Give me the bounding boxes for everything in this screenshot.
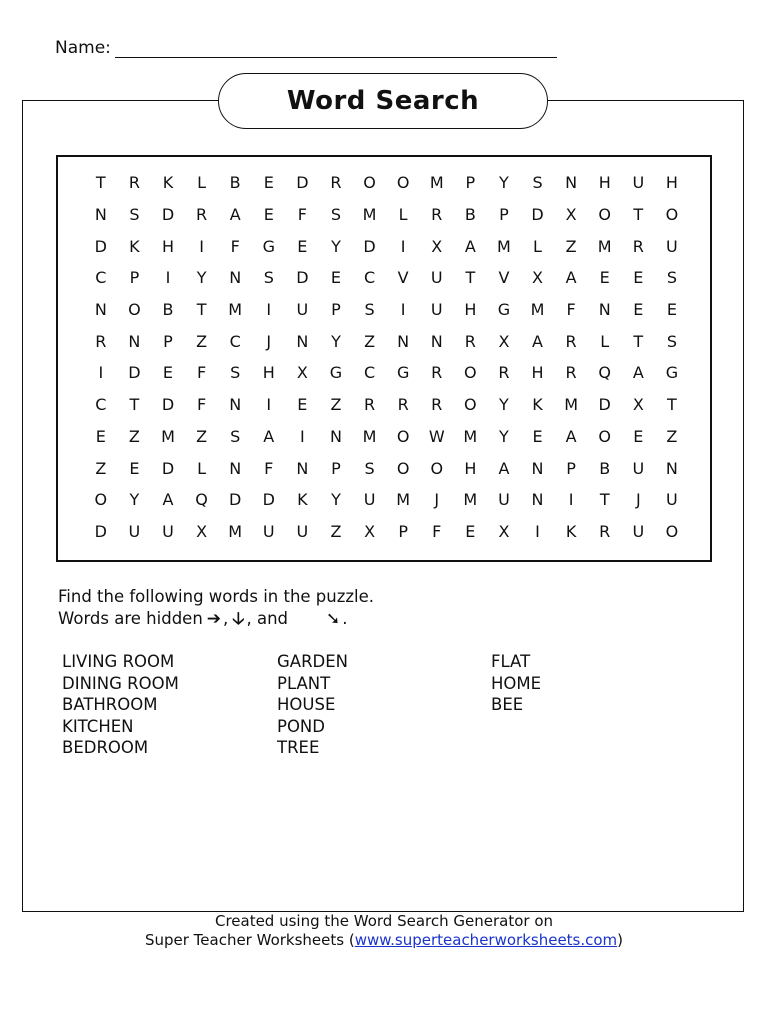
name-label: Name: (55, 38, 111, 58)
grid-letter: R (431, 205, 443, 225)
word-list-item: KITCHEN (62, 716, 134, 736)
word-list-item: TREE (277, 738, 320, 757)
grid-letter: E (666, 300, 677, 320)
grid-letter: S (230, 363, 241, 383)
grid-letter: V (397, 268, 409, 288)
grid-letter: E (633, 268, 644, 288)
grid-letter: P (566, 458, 576, 478)
grid-letter: R (565, 363, 577, 383)
grid-letter: H (464, 300, 477, 320)
grid-letter: M (228, 521, 243, 541)
grid-letter: M (161, 426, 175, 446)
grid-letter: Q (195, 490, 208, 510)
arrow-right-icon: ➔ (206, 609, 222, 629)
grid-letter: M (530, 300, 545, 320)
grid-letter: A (532, 331, 543, 351)
grid-letter: I (400, 236, 406, 256)
grid-letter: P (163, 331, 173, 351)
word-list-item: HOUSE (277, 695, 336, 714)
grid-letter: D (161, 395, 175, 415)
grid-letter: N (329, 426, 342, 446)
grid-letter: M (597, 236, 612, 256)
grid-letter: I (568, 490, 574, 510)
grid-letter: A (565, 426, 577, 446)
separator-comma: , (223, 609, 229, 628)
arrow-down-icon: 🡣 (232, 609, 245, 629)
grid-letter: M (463, 426, 478, 446)
grid-letter: L (398, 205, 408, 225)
grid-letter: D (363, 236, 376, 256)
grid-letter: T (667, 395, 677, 415)
grid-letter: R (95, 331, 107, 351)
grid-letter: U (430, 300, 443, 320)
grid-letter: I (266, 300, 272, 320)
grid-letter: X (196, 521, 208, 541)
grid-letter: R (363, 395, 376, 415)
grid-letter: G (497, 300, 511, 320)
grid-letter: E (95, 426, 106, 446)
grid-letter: F (196, 395, 207, 415)
grid-letter: A (162, 490, 174, 510)
grid-letter: I (535, 521, 540, 541)
grid-letter: X (498, 521, 510, 541)
grid-letter: H (262, 363, 275, 383)
grid-letter: T (599, 490, 610, 510)
grid-letter: M (497, 236, 511, 256)
word-list-item: PLANT (277, 673, 331, 693)
grid-letter: M (463, 490, 478, 510)
grid-letter: U (128, 521, 141, 541)
grid-letter: C (363, 363, 376, 383)
grid-letter: Z (196, 426, 208, 446)
grid-letter: N (128, 331, 141, 351)
grid-letter: G (665, 363, 679, 383)
grid-letter: M (362, 426, 377, 446)
grid-letter: D (161, 205, 175, 225)
grid-letter: O (665, 205, 679, 225)
grid-letter: K (297, 490, 308, 510)
grid-letter: T (633, 205, 644, 225)
grid-letter: B (599, 458, 611, 478)
grid-letter: U (296, 300, 309, 320)
grid-letter: S (364, 300, 375, 320)
grid-letter: Q (598, 363, 611, 383)
grid-letter: B (229, 173, 241, 193)
grid-letter: Z (666, 426, 678, 446)
grid-letter: P (499, 205, 509, 225)
grid-letter: L (197, 173, 207, 193)
grid-letter: N (565, 173, 578, 193)
grid-letter: E (633, 300, 644, 320)
word-list-item: POND (277, 716, 325, 736)
grid-letter: L (600, 331, 610, 351)
grid-letter: D (262, 490, 275, 510)
grid-letter: N (94, 205, 107, 225)
grid-letter: E (330, 268, 341, 288)
grid-letter: C (95, 395, 107, 415)
grid-letter: R (498, 363, 510, 383)
grid-letter: E (129, 458, 140, 478)
grid-letter: R (196, 205, 208, 225)
word-list-column-1 (62, 651, 179, 759)
grid-letter: P (398, 521, 408, 541)
grid-letter: O (396, 173, 410, 193)
grid-letter: V (498, 268, 510, 288)
grid-letter: X (498, 331, 510, 351)
grid-letter: N (94, 300, 107, 320)
grid-letter: N (296, 331, 309, 351)
grid-letter: T (633, 331, 644, 351)
grid-letter: R (565, 331, 577, 351)
grid-letter: N (665, 458, 678, 478)
grid-letter: F (230, 236, 240, 256)
footer-source (0, 931, 768, 950)
grid-letter: I (266, 395, 272, 415)
grid-letter: A (565, 268, 577, 288)
grid-letter: R (397, 395, 409, 415)
grid-letter: U (666, 236, 678, 256)
grid-letter: Y (499, 395, 509, 415)
grid-letter: U (632, 521, 645, 541)
grid-letter: S (330, 205, 342, 225)
grid-letter: R (330, 173, 342, 193)
grid-letter: P (465, 173, 476, 193)
arrow-diagonal-down-right-icon: ➘ (326, 609, 341, 629)
grid-letter: E (162, 363, 174, 383)
grid-letter: T (95, 173, 106, 193)
grid-letter: R (599, 521, 611, 541)
grid-letter: N (430, 331, 443, 351)
grid-letter: O (396, 458, 410, 478)
grid-letter: E (263, 173, 274, 193)
grid-letter: F (566, 300, 576, 320)
grid-letter: X (532, 268, 543, 288)
grid-letter: S (263, 268, 274, 288)
grid-letter: O (363, 173, 376, 193)
grid-letter: J (266, 331, 272, 351)
grid-letter: M (429, 173, 444, 193)
grid-letter: N (229, 458, 242, 478)
grid-letter: D (531, 205, 544, 225)
grid-letter: Z (364, 331, 376, 351)
word-list-item: FLAT (491, 652, 531, 671)
grid-letter: S (532, 173, 543, 193)
grid-letter: S (364, 458, 375, 478)
grid-letter: P (331, 300, 341, 320)
grid-letter: P (331, 458, 341, 478)
grid-letter: Z (565, 236, 577, 256)
grid-letter: I (199, 236, 204, 256)
footer-website-link[interactable]: www.superteacherworksheets.com (354, 931, 618, 949)
grid-letter: E (263, 205, 274, 225)
grid-letter: N (531, 458, 544, 478)
grid-letter: H (464, 458, 477, 478)
grid-letter: S (230, 426, 241, 446)
grid-letter: H (161, 236, 174, 256)
word-list-item: LIVING ROOM (62, 652, 175, 671)
grid-letter: U (430, 268, 443, 288)
grid-letter: N (229, 395, 242, 415)
grid-letter: W (428, 426, 445, 446)
grid-letter: D (598, 395, 611, 415)
grid-letter: Z (128, 426, 140, 446)
grid-letter: A (464, 236, 476, 256)
grid-letter: C (95, 268, 107, 288)
grid-letter: O (430, 458, 444, 478)
grid-letter: E (297, 395, 308, 415)
grid-letter: T (129, 395, 140, 415)
grid-letter: S (129, 205, 140, 225)
grid-letter: X (364, 521, 376, 541)
grid-letter: A (263, 426, 275, 446)
grid-letter: M (362, 205, 377, 225)
grid-letter: O (598, 426, 611, 446)
grid-letter: O (396, 426, 410, 446)
grid-letter: S (666, 331, 677, 351)
grid-letter: O (464, 395, 477, 415)
grid-letter: O (94, 490, 108, 510)
grid-letter: H (531, 363, 544, 383)
word-list-item: GARDEN (277, 652, 349, 671)
grid-letter: B (464, 205, 476, 225)
grid-letter: R (464, 331, 476, 351)
grid-letter: D (296, 268, 309, 288)
footer-source-suffix: ) (617, 931, 624, 949)
grid-letter: X (296, 363, 308, 383)
instructions-line-2 (58, 608, 374, 630)
grid-letter: Z (330, 521, 342, 541)
page-title: Word Search (218, 73, 548, 129)
word-list-item: BEE (491, 695, 524, 714)
footer (0, 912, 768, 950)
grid-letter: K (565, 521, 577, 541)
grid-letter: L (197, 458, 207, 478)
grid-letter: D (229, 490, 242, 510)
grid-letter: D (161, 458, 175, 478)
grid-letter: D (94, 236, 107, 256)
grid-letter: O (464, 363, 477, 383)
word-list-item: HOME (491, 673, 542, 693)
grid-letter: E (532, 426, 543, 446)
grid-letter: E (297, 236, 308, 256)
grid-letter: I (98, 363, 104, 383)
grid-letter: N (229, 268, 242, 288)
grid-letter: D (94, 521, 107, 541)
grid-letter: X (632, 395, 644, 415)
grid-letter: U (296, 521, 309, 541)
grid-letter: I (400, 300, 406, 320)
grid-letter: M (564, 395, 579, 415)
footer-source-prefix: Super Teacher Worksheets ( (144, 931, 355, 949)
grid-letter: F (297, 205, 307, 225)
grid-letter: H (665, 173, 678, 193)
hidden-directions-label: Words are hidden (58, 609, 203, 628)
grid-letter: L (533, 236, 542, 256)
grid-letter: E (599, 268, 610, 288)
grid-letter: O (665, 521, 679, 541)
grid-letter: C (363, 268, 376, 288)
grid-letter: I (300, 426, 305, 446)
grid-letter: R (632, 236, 644, 256)
instructions-line-1: Find the following words in the puzzle. (58, 587, 375, 606)
grid-letter: C (229, 331, 241, 351)
grid-letter: Z (196, 331, 208, 351)
grid-letter: O (598, 205, 611, 225)
word-list-column-3 (491, 651, 541, 716)
word-list-item: BATHROOM (62, 695, 158, 714)
grid-letter: E (633, 426, 644, 446)
footer-credit: Created using the Word Search Generator on (214, 912, 554, 930)
word-list-column-2 (277, 651, 348, 759)
grid-letter: P (129, 268, 140, 288)
grid-letter: G (329, 363, 343, 383)
sentence-end: . (342, 609, 348, 628)
grid-letter: D (296, 173, 309, 193)
grid-letter: R (431, 363, 443, 383)
grid-letter: U (632, 458, 645, 478)
grid-letter: Y (129, 490, 140, 510)
grid-letter: N (531, 490, 544, 510)
name-blank-line (115, 39, 557, 58)
grid-letter: G (262, 236, 275, 256)
grid-letter: R (128, 173, 140, 193)
grid-letter: N (397, 331, 410, 351)
grid-letter: M (228, 300, 243, 320)
grid-letter: G (396, 363, 410, 383)
grid-letter: N (296, 458, 309, 478)
word-list-item: DINING ROOM (62, 673, 179, 693)
grid-letter: U (262, 521, 275, 541)
grid-letter: O (128, 300, 141, 320)
grid-letter: E (465, 521, 476, 541)
grid-letter: K (129, 236, 140, 256)
grid-letter: A (632, 363, 644, 383)
grid-letter: A (498, 458, 510, 478)
grid-letter: X (431, 236, 443, 256)
grid-letter: Y (499, 173, 509, 193)
grid-letter: B (162, 300, 174, 320)
grid-letter: D (128, 363, 141, 383)
grid-letter: M (396, 490, 411, 510)
grid-letter: A (229, 205, 241, 225)
grid-letter: U (162, 521, 174, 541)
grid-letter: S (666, 268, 677, 288)
grid-letter: Y (196, 268, 207, 288)
grid-letter: Z (330, 395, 342, 415)
grid-letter: N (598, 300, 611, 320)
grid-letter: T (465, 268, 476, 288)
grid-letter: I (165, 268, 171, 288)
grid-letter: Y (499, 426, 509, 446)
grid-letter: Y (331, 331, 341, 351)
grid-letter: R (431, 395, 443, 415)
letter-grid (84, 167, 689, 547)
word-list-item: BEDROOM (62, 738, 149, 757)
grid-letter: J (434, 490, 440, 510)
instructions (58, 586, 374, 630)
grid-letter: Y (331, 490, 341, 510)
grid-letter: H (598, 173, 611, 193)
grid-letter: U (632, 173, 645, 193)
grid-letter: U (498, 490, 510, 510)
grid-letter: J (635, 490, 641, 510)
grid-letter: U (363, 490, 376, 510)
grid-letter: T (196, 300, 207, 320)
grid-letter: K (162, 173, 174, 193)
grid-letter: U (666, 490, 678, 510)
grid-letter: Y (331, 236, 341, 256)
grid-letter: X (565, 205, 577, 225)
grid-letter: F (432, 521, 442, 541)
name-row (55, 38, 557, 58)
grid-letter: F (196, 363, 207, 383)
separator-and: , and (246, 609, 289, 628)
grid-letter: K (532, 395, 543, 415)
grid-letter: Z (95, 458, 107, 478)
grid-letter: F (264, 458, 274, 478)
